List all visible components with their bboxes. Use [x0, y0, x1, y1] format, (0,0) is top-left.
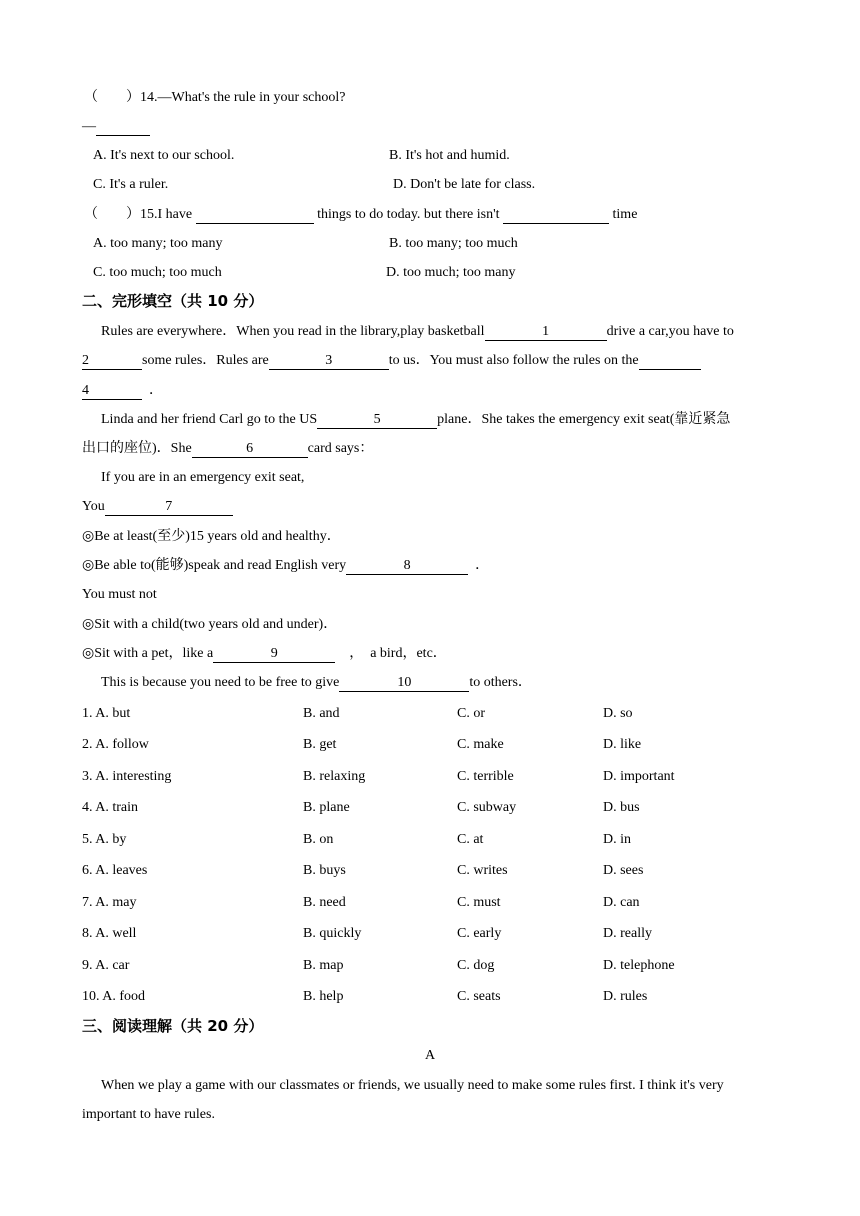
- blank: [96, 119, 150, 136]
- choice-a: 1. A. but: [82, 706, 131, 721]
- choice-b: B. plane: [303, 800, 350, 815]
- question-15: （ ）15.I have things to do today. but there isn't time: [84, 207, 638, 222]
- option-d: D. Don't be late for class.: [393, 177, 536, 192]
- reading-paragraph-line: When we play a game with our classmates or friends, we usually need to make some rules first. I think it's very: [101, 1078, 724, 1093]
- choice-b: B. help: [303, 989, 344, 1004]
- cloze-paragraph-line: 4 ．: [82, 383, 163, 398]
- option-a: A. too many; too many: [93, 236, 223, 251]
- choice-d: D. sees: [603, 863, 644, 878]
- choice-a: 3. A. interesting: [82, 769, 172, 784]
- cloze-paragraph-line: You 7: [82, 498, 233, 516]
- choice-d: D. rules: [603, 989, 648, 1004]
- option-a: A. It's next to our school.: [93, 148, 235, 163]
- question-14: [84, 89, 345, 107]
- blank-7: 7: [105, 499, 233, 516]
- choice-b: B. buys: [303, 863, 346, 878]
- cloze-paragraph-line: 出口的座位)．She 6 card says：: [82, 441, 374, 456]
- choice-a: 6. A. leaves: [82, 863, 148, 878]
- section-title: 三、阅读理解（共 20 分）: [82, 1017, 264, 1035]
- choice-a: 5. A. by: [82, 832, 127, 847]
- bullet-line: ◎Sit with a child(two years old and under)．: [82, 617, 338, 632]
- choice-c: C. terrible: [457, 769, 514, 784]
- choice-c: C. must: [457, 895, 501, 910]
- choice-c: C. early: [457, 926, 502, 941]
- question-stem: 14.—What's the rule in your school?: [140, 90, 346, 105]
- blank: [639, 353, 701, 370]
- answer-line: —: [82, 118, 150, 136]
- blank-4: 4: [82, 383, 142, 400]
- choice-c: C. writes: [457, 863, 508, 878]
- answer-parentheses: （ ）: [84, 90, 140, 105]
- answer-parentheses: （ ）: [84, 207, 140, 222]
- option-b: B. It's hot and humid.: [389, 148, 510, 163]
- passage-label: A: [425, 1048, 436, 1063]
- choice-b: B. on: [303, 832, 334, 847]
- choice-b: B. and: [303, 706, 340, 721]
- choice-c: C. subway: [457, 800, 517, 815]
- choice-b: B. need: [303, 895, 346, 910]
- blank-1: 1: [485, 324, 607, 341]
- choice-c: C. seats: [457, 989, 501, 1004]
- choice-a: 8. A. well: [82, 926, 137, 941]
- cloze-paragraph-line: 2 some rules．Rules are 3 to us．You must also follow the rules on the: [82, 352, 701, 370]
- choice-b: B. map: [303, 958, 344, 973]
- bullet-line: ◎Sit with a pet，like a 9 ， a bird，etc．: [82, 646, 447, 661]
- choice-b: B. relaxing: [303, 769, 366, 784]
- blank-6: 6: [192, 441, 308, 458]
- choice-d: D. really: [603, 926, 652, 941]
- blank-10: 10: [339, 675, 469, 692]
- cloze-paragraph-line: Linda and her friend Carl go to the US 5 plane．She takes the emergency exit seat(靠近紧急: [101, 412, 731, 427]
- choice-c: C. or: [457, 706, 485, 721]
- bullet-line: ◎Be at least(至少)15 years old and healthy．: [82, 529, 341, 544]
- blank: [503, 207, 609, 224]
- option-c: C. It's a ruler.: [93, 177, 169, 192]
- blank-2: 2: [82, 353, 142, 370]
- cloze-paragraph-line: This is because you need to be free to give 10 to others．: [101, 675, 532, 690]
- choice-d: D. telephone: [603, 958, 675, 973]
- choice-d: D. can: [603, 895, 640, 910]
- cloze-paragraph-line: Rules are everywhere．When you read in the library,play basketball 1 drive a car,you have to: [101, 324, 734, 339]
- choice-c: C. at: [457, 832, 484, 847]
- option-d: D. too much; too many: [386, 265, 516, 280]
- cloze-paragraph-line: You must not: [82, 587, 157, 602]
- blank-3: 3: [269, 353, 389, 370]
- choice-d: D. bus: [603, 800, 640, 815]
- choice-c: C. make: [457, 737, 504, 752]
- reading-paragraph-line: important to have rules.: [82, 1107, 215, 1122]
- choice-d: D. in: [603, 832, 631, 847]
- choice-a: 10. A. food: [82, 989, 145, 1004]
- blank-5: 5: [317, 412, 437, 429]
- choice-a: 7. A. may: [82, 895, 137, 910]
- choice-b: B. get: [303, 737, 337, 752]
- choice-d: D. like: [603, 737, 642, 752]
- blank-9: 9: [213, 646, 335, 663]
- cloze-paragraph-line: If you are in an emergency exit seat,: [101, 470, 305, 485]
- section-title: 二、完形填空（共 10 分）: [82, 292, 264, 310]
- bullet-line: ◎Be able to(能够)speak and read English very 8 ．: [82, 558, 490, 573]
- choice-c: C. dog: [457, 958, 495, 973]
- blank-8: 8: [346, 558, 468, 575]
- choice-b: B. quickly: [303, 926, 362, 941]
- choice-d: D. important: [603, 769, 675, 784]
- blank: [196, 207, 314, 224]
- choice-a: 9. A. car: [82, 958, 130, 973]
- choice-a: 4. A. train: [82, 800, 138, 815]
- choice-d: D. so: [603, 706, 633, 721]
- choice-a: 2. A. follow: [82, 737, 149, 752]
- option-c: C. too much; too much: [93, 265, 222, 280]
- option-b: B. too many; too much: [389, 236, 518, 251]
